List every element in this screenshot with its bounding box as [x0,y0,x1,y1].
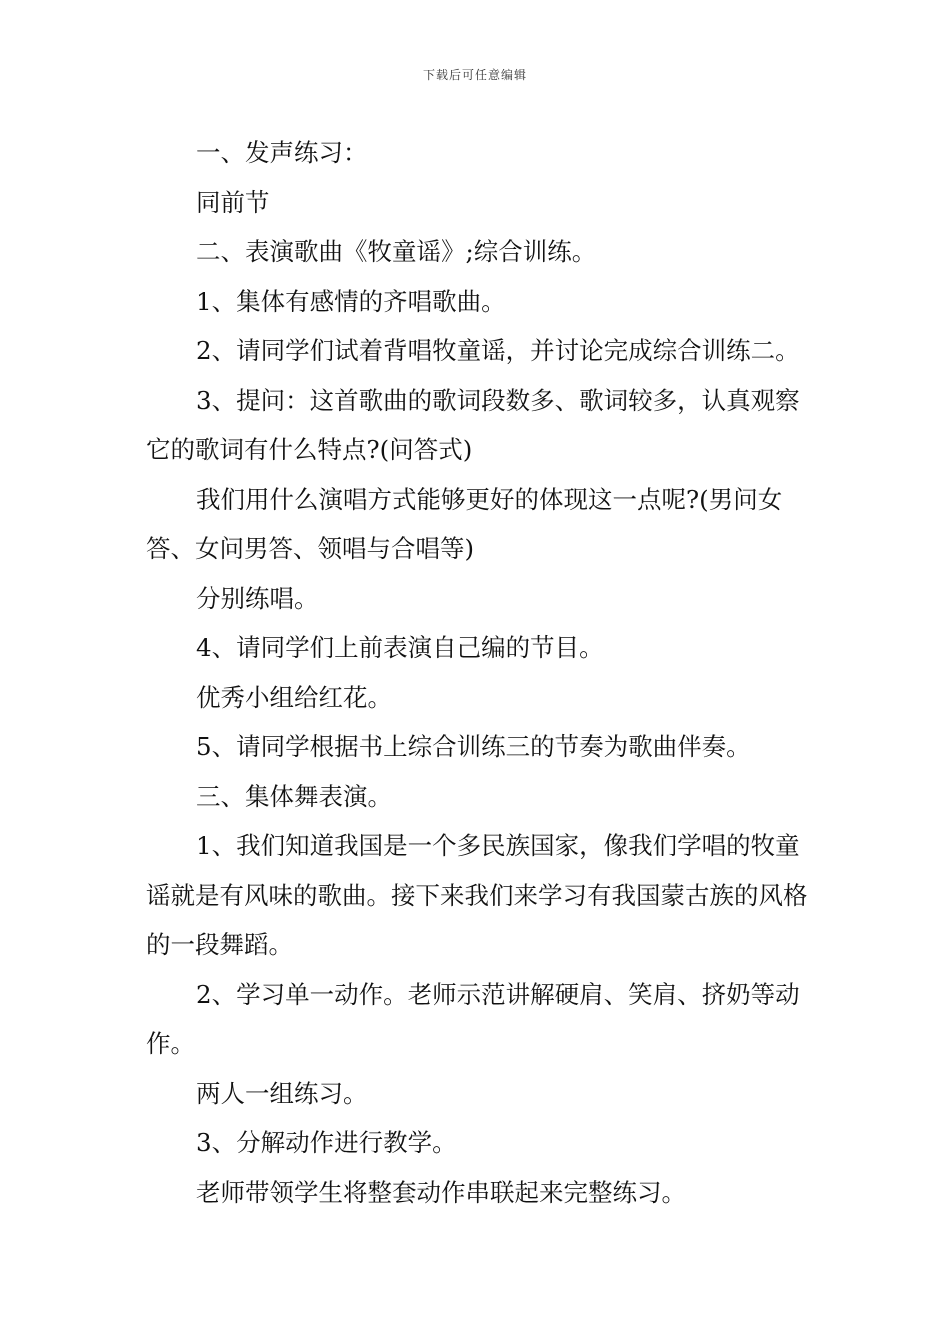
paragraph: 一、发声练习： [196,138,368,167]
paragraph: 老师带领学生将整套动作串联起来完整练习。 [196,1177,686,1207]
paragraph: 二、表演歌曲《牧童谣》;综合训练。 [196,237,597,266]
paragraph: 2、学习单一动作。老师示范讲解硬肩、笑肩、挤奶等动作。 [146,979,800,1058]
page-header: 下载后可任意编辑 [422,68,527,82]
paragraph: 1、集体有感情的齐唱歌曲。 [196,286,506,316]
paragraph: 2、请同学们试着背唱牧童谣，并讨论完成综合训练二。 [196,336,800,365]
paragraph: 同前节 [196,187,270,217]
paragraph: 3、分解动作进行教学。 [196,1128,457,1157]
paragraph: 两人一组练习。 [196,1078,368,1108]
paragraph: 我们用什么演唱方式能够更好的体现这一点呢?(男问女答、女问男答、领唱与合唱等) [146,484,783,563]
paragraph: 三、集体舞表演。 [196,781,392,811]
paragraph: 4、请同学们上前表演自己编的节目。 [196,633,604,662]
paragraph: 3、提问：这首歌曲的歌词段数多、歌词较多，认真观察它的歌词有什么特点?(问答式) [146,385,800,464]
document-body [146,128,808,1217]
paragraph: 5、请同学根据书上综合训练三的节奏为歌曲伴奏。 [196,732,751,761]
paragraph: 1、我们知道我国是一个多民族国家，像我们学唱的牧童谣就是有风味的歌曲。接下来我们来学习有我国蒙古族的风格的一段舞蹈。 [146,831,808,959]
paragraph: 分别练唱。 [196,583,319,613]
paragraph: 优秀小组给红花。 [196,682,392,712]
